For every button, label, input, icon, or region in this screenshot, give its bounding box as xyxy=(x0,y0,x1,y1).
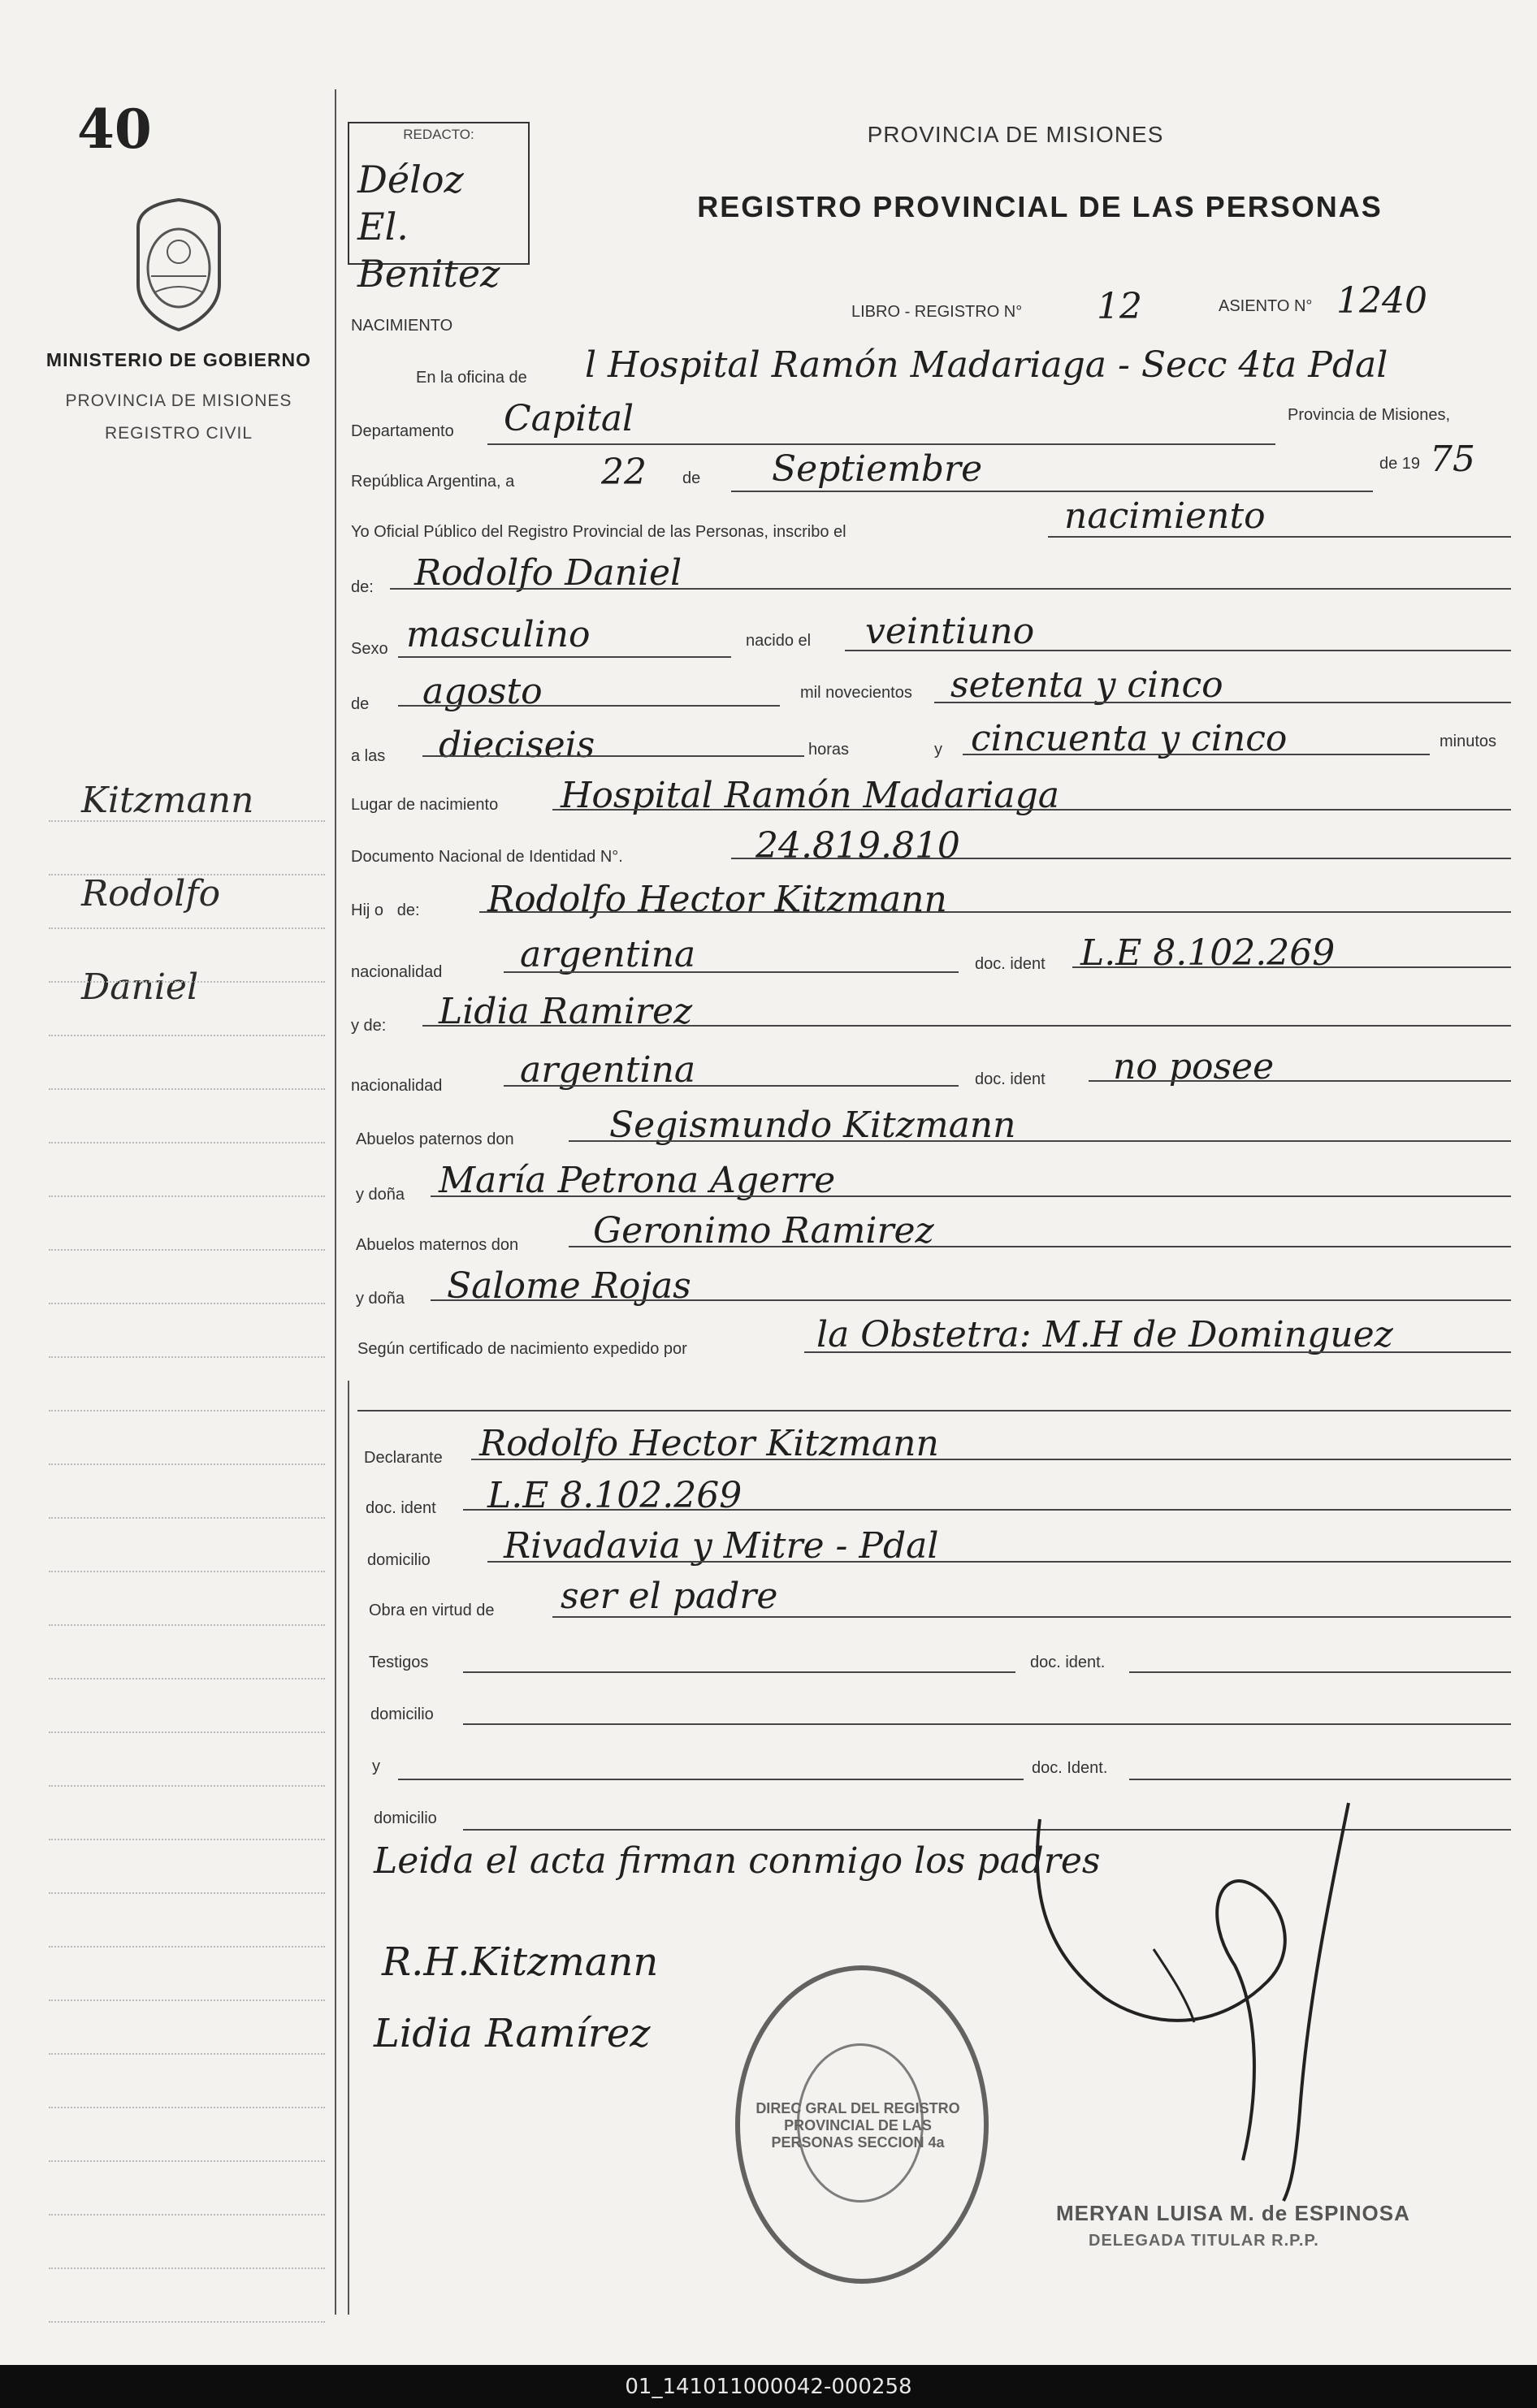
father-signature: R.H.Kitzmann xyxy=(382,1939,659,1985)
departamento-line xyxy=(487,443,1275,445)
header-province: PROVINCIA DE MISIONES xyxy=(867,122,1164,147)
cert-line xyxy=(804,1351,1511,1353)
margin-ruled-line xyxy=(49,1785,325,1787)
declarante-line xyxy=(471,1459,1511,1460)
doct-label: doc. ident. xyxy=(1030,1654,1106,1671)
oficial-line xyxy=(1048,536,1511,538)
domicilio-line xyxy=(487,1561,1511,1563)
margin-ruled-line xyxy=(49,2321,325,2323)
margin-note-firstname: Rodolfo xyxy=(81,873,221,914)
redacto-label: REDACTO: xyxy=(403,127,474,142)
republica-label: República Argentina, a xyxy=(351,473,515,491)
padre-value: Rodolfo Hector Kitzmann xyxy=(487,879,947,920)
doc1-label: doc. ident xyxy=(975,955,1046,973)
margin-ruled-line xyxy=(49,927,325,929)
margin-ruled-line xyxy=(49,1678,325,1680)
libro-label: LIBRO - REGISTRO N° xyxy=(851,303,1023,321)
ala-suffix: s xyxy=(377,747,386,765)
dom2-line xyxy=(463,1723,1511,1725)
sexo-line xyxy=(398,656,731,658)
margin-ruled-line xyxy=(49,1195,325,1197)
libro-value: 12 xyxy=(1097,286,1142,327)
dni-label: Documento Nacional de Identidad N°. xyxy=(351,848,623,866)
nac1-line xyxy=(504,971,959,973)
mes-de-label: de xyxy=(351,695,370,713)
departamento-value: Capital xyxy=(504,398,634,439)
abmat2-line xyxy=(431,1299,1511,1301)
cert-value: la Obstetra: M.H de Dominguez xyxy=(816,1314,1393,1355)
official-seal xyxy=(735,1965,989,2284)
coat-of-arms-icon xyxy=(122,195,236,333)
officer-signature-scribble xyxy=(991,1787,1414,2209)
lugar-value: Hospital Ramón Madariaga xyxy=(561,775,1059,816)
ydona2-label: y doña xyxy=(356,1290,405,1308)
margin-note-middlename: Daniel xyxy=(81,966,199,1008)
margin-ruled-line xyxy=(49,2267,325,2269)
nacido-value: veintiuno xyxy=(865,611,1035,652)
minutos-y-label: y xyxy=(934,741,942,759)
child-name-line xyxy=(390,588,1511,590)
docd-line xyxy=(463,1509,1511,1511)
domicilio-value: Rivadavia y Mitre - Pdal xyxy=(504,1525,939,1567)
oficial-value: nacimiento xyxy=(1064,495,1266,537)
mes-line xyxy=(398,705,780,707)
abpat-line xyxy=(569,1140,1511,1142)
nac2-label: nacionalidad xyxy=(351,1077,443,1095)
margin-ruled-line xyxy=(49,1303,325,1304)
testigos-label: Testigos xyxy=(369,1654,429,1671)
footer-file-id: 01_141011000042-000258 xyxy=(625,2375,912,2399)
hijo-de-label: de: xyxy=(396,901,420,919)
abmat-line xyxy=(569,1246,1511,1247)
obra-label: Obra en virtud de xyxy=(369,1602,495,1619)
sexo-value: masculino xyxy=(406,614,591,655)
margin-ruled-line xyxy=(49,1249,325,1251)
redacto-signature: Déloz El. Benitez xyxy=(357,158,500,296)
dni-line xyxy=(731,858,1511,859)
ministry-office: REGISTRO CIVIL xyxy=(104,424,253,443)
abmat2-value: Salome Rojas xyxy=(447,1265,691,1307)
officer-stamp-title: DELEGADA TITULAR R.P.P. xyxy=(1089,2232,1319,2250)
asiento-label: ASIENTO N° xyxy=(1219,297,1313,315)
margin-ruled-line xyxy=(49,2053,325,2055)
hijo-label: Hij o de: xyxy=(351,901,420,919)
madre-value: Lidia Ramirez xyxy=(439,991,693,1032)
cert-label: Según certificado de nacimiento expedido por xyxy=(357,1340,687,1358)
docd-label: doc. ident xyxy=(366,1499,436,1517)
margin-ruled-line xyxy=(49,1088,325,1090)
margin-ruled-line xyxy=(49,981,325,983)
abpat-value: Segismundo Kitzmann xyxy=(609,1105,1016,1146)
abpat2-value: María Petrona Agerre xyxy=(439,1160,836,1201)
departamento-label: Departamento xyxy=(351,422,454,440)
mil-value: setenta y cinco xyxy=(950,664,1223,706)
right-margin-rule xyxy=(348,1381,349,2315)
nac1-label: nacionalidad xyxy=(351,963,443,981)
margin-ruled-line xyxy=(49,820,325,822)
ala-label: a las xyxy=(351,747,386,765)
name-de-label: de: xyxy=(351,578,374,596)
sexo-label: Sexo xyxy=(351,640,388,658)
margin-ruled-line xyxy=(49,1571,325,1572)
minutos-label: minutos xyxy=(1440,733,1497,750)
obra-line xyxy=(552,1616,1511,1618)
horas-line xyxy=(422,755,804,757)
oficina-label: En la oficina de xyxy=(416,369,527,387)
provincia-label: Provincia de Misiones, xyxy=(1288,406,1451,424)
margin-ruled-line xyxy=(49,1624,325,1626)
dom2-label: domicilio xyxy=(370,1705,434,1723)
domicilio-label: domicilio xyxy=(367,1551,431,1569)
doc1-value: L.E 8.102.269 xyxy=(1080,932,1336,974)
margin-ruled-line xyxy=(49,1463,325,1465)
lugar-line xyxy=(552,809,1511,811)
month-line xyxy=(731,491,1373,492)
redacto-box xyxy=(348,122,530,296)
cert-line-2 xyxy=(357,1410,1511,1412)
horas-value: dieciseis xyxy=(439,724,595,766)
day-de-label: de xyxy=(682,469,701,487)
header-registry: REGISTRO PROVINCIAL DE LAS PERSONAS xyxy=(697,190,1383,223)
docd-value: L.E 8.102.269 xyxy=(487,1475,743,1516)
margin-ruled-line xyxy=(49,1142,325,1143)
asiento-value: 1240 xyxy=(1336,280,1427,322)
leida-value: Leida el acta firman conmigo los padres xyxy=(374,1840,1101,1882)
oficina-value: l Hospital Ramón Madariaga - Secc 4ta Pdal xyxy=(585,344,1388,386)
madre-line xyxy=(422,1025,1511,1027)
dom3-label: domicilio xyxy=(374,1809,437,1827)
margin-ruled-line xyxy=(49,2214,325,2216)
abmat-label: Abuelos maternos don xyxy=(356,1236,519,1254)
doc2-line xyxy=(1089,1080,1511,1082)
doc2-value: no posee xyxy=(1113,1046,1275,1087)
nacido-line xyxy=(845,650,1511,651)
page-number: 40 xyxy=(77,97,152,161)
seal-text: DIREC GRAL DEL REGISTRO PROVINCIAL DE LAS PERSONAS SECCION 4a xyxy=(756,2100,960,2151)
ministry-title: MINISTERIO DE GOBIERNO xyxy=(45,349,312,370)
obra-value: ser el padre xyxy=(561,1576,778,1617)
margin-ruled-line xyxy=(49,1517,325,1519)
nacimiento-label: NACIMIENTO xyxy=(351,317,453,335)
horas-suffix: s xyxy=(841,741,850,759)
margin-ruled-line xyxy=(49,874,325,875)
nac1-value: argentina xyxy=(520,934,696,975)
y2-label: y xyxy=(372,1757,380,1775)
margin-ruled-line xyxy=(49,2160,325,2162)
margin-ruled-line xyxy=(49,1356,325,1358)
mother-signature: Lidia Ramírez xyxy=(374,2011,651,2056)
margin-note-surname: Kitzmann xyxy=(81,780,254,821)
doct2-label: doc. Ident. xyxy=(1032,1759,1108,1777)
hijo-suffix: o xyxy=(374,901,384,919)
abpat-label: Abuelos paternos don xyxy=(356,1131,514,1148)
minutos-line xyxy=(963,754,1430,755)
margin-ruled-line xyxy=(49,1999,325,2001)
margin-ruled-line xyxy=(49,2107,325,2108)
padre-line xyxy=(479,911,1511,913)
yde-label: y de: xyxy=(351,1017,387,1035)
child-name-value: Rodolfo Daniel xyxy=(414,552,682,594)
margin-ruled-line xyxy=(49,1839,325,1840)
ydona1-label: y doña xyxy=(356,1186,405,1204)
margin-ruled-line xyxy=(49,1410,325,1412)
mil-label: mil novecientos xyxy=(800,684,912,702)
day-value: 22 xyxy=(601,452,647,493)
nac2-value: argentina xyxy=(520,1049,696,1091)
nac2-line xyxy=(504,1085,959,1087)
doc2-label: doc. ident xyxy=(975,1070,1046,1088)
testigos-line xyxy=(463,1671,1015,1673)
mil-line xyxy=(934,702,1511,703)
oficial-label: Yo Oficial Público del Registro Provincial de las Personas, inscribo el xyxy=(351,523,846,541)
abpat2-line xyxy=(431,1195,1511,1197)
declarante-value: Rodolfo Hector Kitzmann xyxy=(479,1423,939,1464)
lugar-label: Lugar de nacimiento xyxy=(351,796,499,814)
margin-ruled-line xyxy=(49,1946,325,1948)
margin-ruled-line xyxy=(49,1892,325,1894)
margin-ruled-line xyxy=(49,1731,325,1733)
year-value: 75 xyxy=(1430,439,1475,480)
margin-ruled-line xyxy=(49,1035,325,1036)
doct-line xyxy=(1129,1671,1511,1673)
y2-line xyxy=(398,1779,1024,1780)
minutos-value: cincuenta y cinco xyxy=(971,718,1288,759)
abmat-value: Geronimo Ramirez xyxy=(593,1210,934,1252)
year-prefix: de 19 xyxy=(1379,455,1421,473)
doc1-line xyxy=(1072,966,1511,968)
dni-value: 24.819.810 xyxy=(756,825,960,867)
horas-label: horas xyxy=(808,741,850,759)
officer-stamp-name: MERYAN LUISA M. de ESPINOSA xyxy=(1056,2201,1410,2225)
doct2-line xyxy=(1129,1779,1511,1780)
mes-value: agosto xyxy=(422,671,543,712)
left-margin-rule xyxy=(335,89,336,2315)
ministry-province: PROVINCIA DE MISIONES xyxy=(65,391,292,410)
declarante-label: Declarante xyxy=(364,1449,443,1467)
month-value: Septiembre xyxy=(772,448,983,490)
nacido-label: nacido el xyxy=(746,632,812,650)
